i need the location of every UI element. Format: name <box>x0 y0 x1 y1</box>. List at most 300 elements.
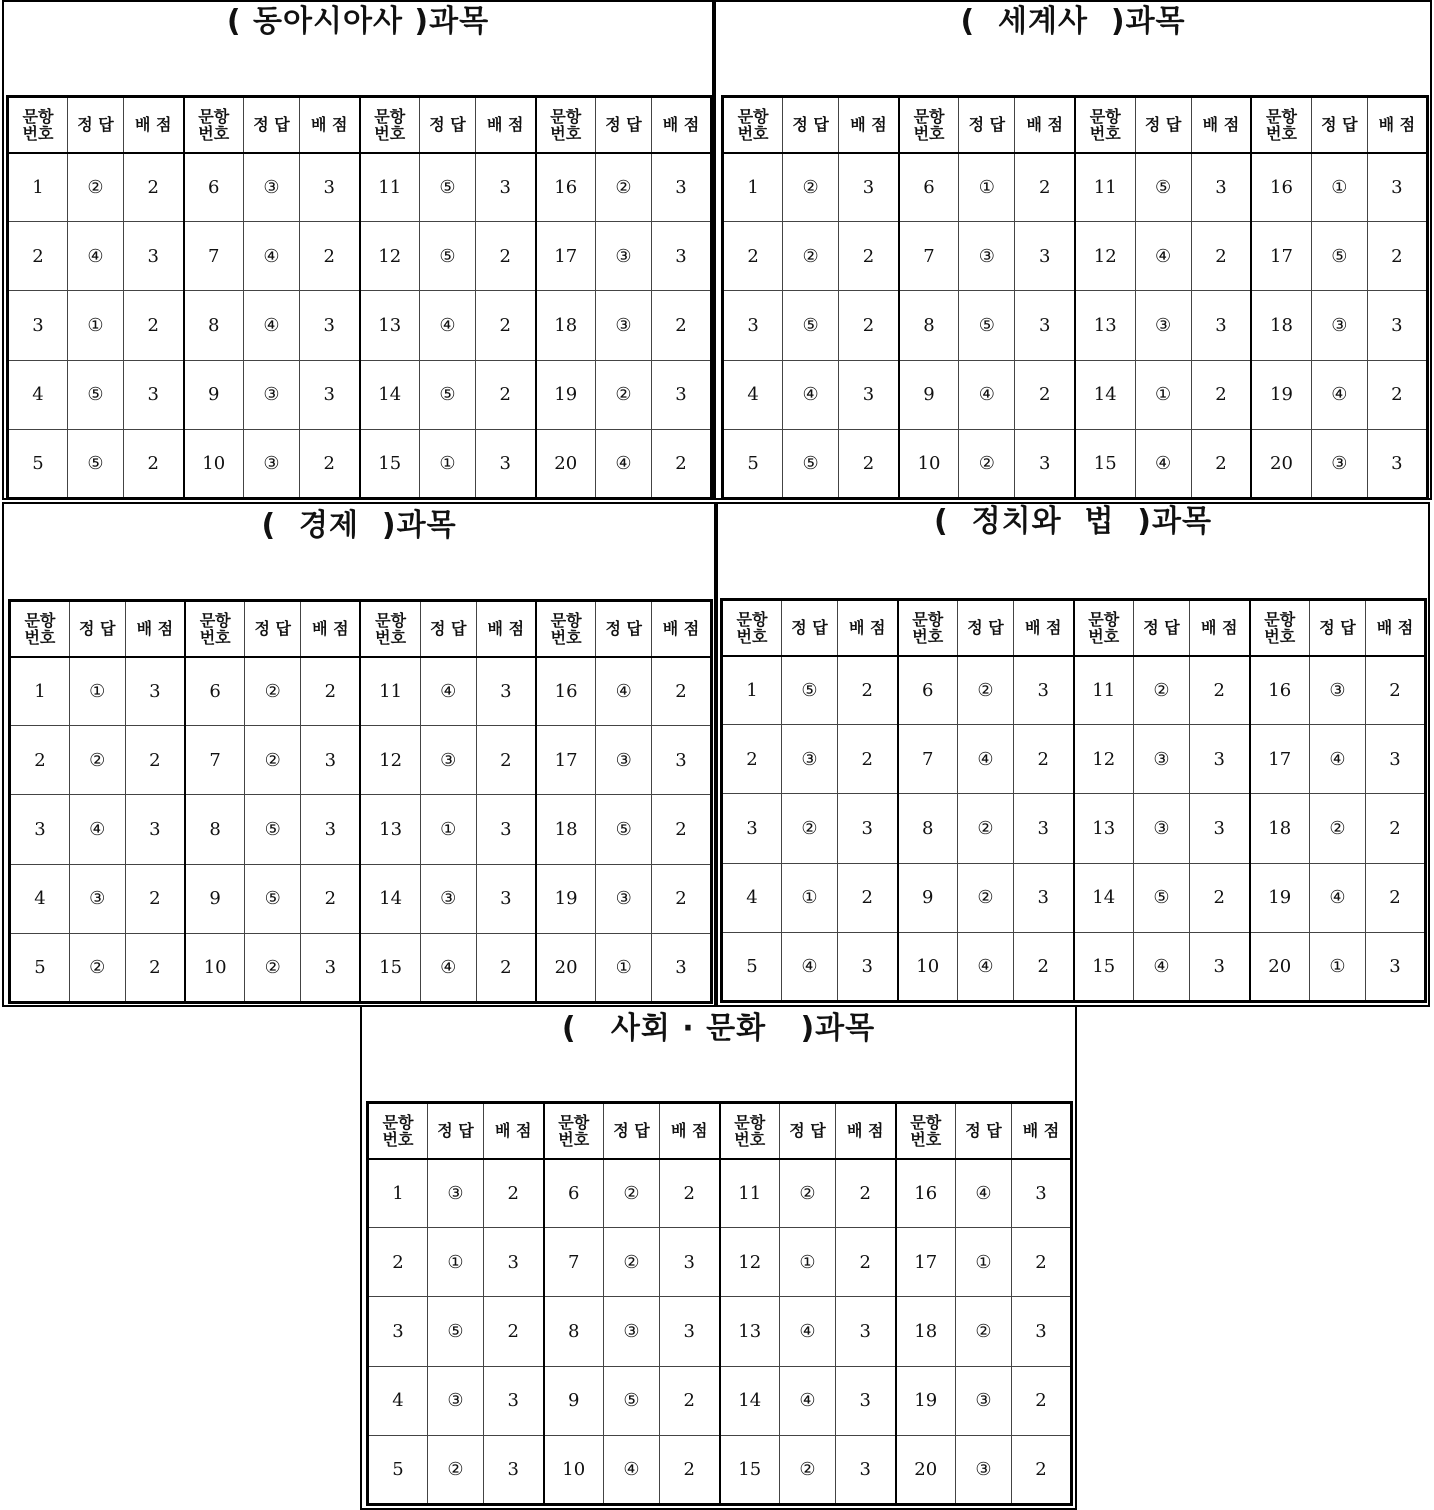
answer-cell: ① <box>782 863 838 932</box>
question-number: 12 <box>720 1228 780 1297</box>
score-cell: 2 <box>1366 794 1426 863</box>
table-row <box>723 153 1428 222</box>
header-score: 배 점 <box>125 601 185 657</box>
answer-cell: ⑤ <box>420 222 476 291</box>
answer-cell: ① <box>596 933 652 1002</box>
answer-table <box>366 1101 1073 1506</box>
answer-cell: ④ <box>958 932 1014 1001</box>
answer-cell: ③ <box>596 222 652 291</box>
table-header-row <box>8 97 712 153</box>
answer-cell: ④ <box>596 657 652 726</box>
score-cell: 3 <box>484 1228 544 1297</box>
score-cell: 2 <box>838 656 898 725</box>
table-row <box>10 726 712 795</box>
answer-cell: ③ <box>1134 794 1190 863</box>
question-number: 6 <box>185 657 245 726</box>
answer-cell: ② <box>783 222 839 291</box>
score-cell: 3 <box>652 222 712 291</box>
question-number: 4 <box>8 360 68 429</box>
question-number: 11 <box>1075 153 1135 222</box>
score-cell: 2 <box>1190 863 1250 932</box>
score-cell: 2 <box>838 725 898 794</box>
question-number: 3 <box>10 795 70 864</box>
header-answer: 정 답 <box>596 97 652 153</box>
question-number: 18 <box>1251 291 1311 360</box>
answer-cell: ① <box>1311 153 1367 222</box>
header-score: 배 점 <box>301 601 361 657</box>
header-answer: 정 답 <box>1310 600 1366 656</box>
answer-cell: ① <box>68 291 124 360</box>
score-cell: 3 <box>301 726 361 795</box>
question-number: 17 <box>1251 222 1311 291</box>
answer-cell: ⑤ <box>428 1297 484 1366</box>
score-cell: 3 <box>1014 794 1074 863</box>
answer-cell: ③ <box>596 291 652 360</box>
table-row <box>722 656 1426 725</box>
question-number: 5 <box>723 429 783 498</box>
question-number: 9 <box>185 864 245 933</box>
table-row <box>10 795 712 864</box>
question-number: 19 <box>1250 863 1310 932</box>
answer-cell: ② <box>596 153 652 222</box>
score-cell: 2 <box>1012 1228 1072 1297</box>
question-number: 4 <box>10 864 70 933</box>
header-answer: 정 답 <box>604 1103 660 1159</box>
question-number: 18 <box>536 795 596 864</box>
answer-cell: ① <box>1310 932 1366 1001</box>
question-number: 14 <box>360 864 420 933</box>
score-cell: 2 <box>652 657 712 726</box>
answer-cell: ④ <box>244 222 300 291</box>
answer-table <box>720 598 1427 1003</box>
answer-cell: ④ <box>420 657 476 726</box>
header-score: 배 점 <box>124 97 184 153</box>
score-cell: 2 <box>124 429 184 498</box>
score-cell: 2 <box>1014 725 1074 794</box>
score-cell: 3 <box>660 1297 720 1366</box>
score-cell: 3 <box>1015 291 1075 360</box>
score-cell: 3 <box>1191 291 1251 360</box>
score-cell: 3 <box>476 153 536 222</box>
score-cell: 2 <box>1366 656 1426 725</box>
question-number: 19 <box>896 1366 956 1435</box>
answer-cell: ⑤ <box>782 656 838 725</box>
answer-cell: ④ <box>1135 222 1191 291</box>
score-cell: 3 <box>1015 429 1075 498</box>
header-answer: 정 답 <box>783 97 839 153</box>
header-score: 배 점 <box>1014 600 1074 656</box>
question-number: 20 <box>1250 932 1310 1001</box>
subject-title: ( 사회 · 문화 )과목 <box>561 1011 876 1046</box>
table-row <box>8 222 712 291</box>
score-cell: 2 <box>476 933 536 1002</box>
header-answer: 정 답 <box>959 97 1015 153</box>
header-answer: 정 답 <box>428 1103 484 1159</box>
question-number: 10 <box>544 1435 604 1504</box>
score-cell: 2 <box>1190 656 1250 725</box>
question-number: 17 <box>536 222 596 291</box>
score-cell: 2 <box>476 291 536 360</box>
answer-cell: ⑤ <box>596 795 652 864</box>
question-number: 8 <box>184 291 244 360</box>
score-cell: 3 <box>476 795 536 864</box>
score-cell: 2 <box>125 726 185 795</box>
score-cell: 2 <box>301 864 361 933</box>
answer-cell: ④ <box>956 1159 1012 1228</box>
score-cell: 2 <box>839 222 899 291</box>
question-number: 17 <box>896 1228 956 1297</box>
score-cell: 3 <box>652 153 712 222</box>
header-answer: 정 답 <box>1135 97 1191 153</box>
score-cell: 2 <box>1366 863 1426 932</box>
question-number: 6 <box>544 1159 604 1228</box>
question-number: 16 <box>536 153 596 222</box>
header-question-number: 문항 번호 <box>360 97 420 153</box>
question-number: 2 <box>723 222 783 291</box>
header-score: 배 점 <box>1190 600 1250 656</box>
table-row <box>10 933 712 1002</box>
table-row <box>10 657 712 726</box>
answer-cell: ③ <box>244 153 300 222</box>
header-score: 배 점 <box>838 600 898 656</box>
header-question-number: 문항 번호 <box>185 601 245 657</box>
header-score: 배 점 <box>1366 600 1426 656</box>
score-cell: 3 <box>836 1297 896 1366</box>
answer-cell: ① <box>956 1228 1012 1297</box>
header-question-number: 문항 번호 <box>536 97 596 153</box>
question-number: 12 <box>360 222 420 291</box>
score-cell: 2 <box>660 1366 720 1435</box>
header-question-number: 문항 번호 <box>10 601 70 657</box>
score-cell: 3 <box>125 657 185 726</box>
score-cell: 2 <box>1191 429 1251 498</box>
score-cell: 2 <box>124 153 184 222</box>
header-score: 배 점 <box>300 97 360 153</box>
table-row <box>723 222 1428 291</box>
question-number: 18 <box>896 1297 956 1366</box>
answer-cell: ② <box>783 153 839 222</box>
answer-cell: ④ <box>1310 863 1366 932</box>
table-row <box>722 725 1426 794</box>
question-number: 11 <box>360 153 420 222</box>
score-cell: 3 <box>125 795 185 864</box>
panel-politics-and-law <box>716 502 1430 1007</box>
question-number: 2 <box>10 726 70 795</box>
score-cell: 3 <box>1367 429 1427 498</box>
score-cell: 2 <box>1014 932 1074 1001</box>
answer-cell: ④ <box>596 429 652 498</box>
score-cell: 3 <box>652 360 712 429</box>
answer-cell: ⑤ <box>959 291 1015 360</box>
score-cell: 3 <box>476 657 536 726</box>
score-cell: 2 <box>1191 222 1251 291</box>
answer-cell: ② <box>596 360 652 429</box>
score-cell: 2 <box>301 657 361 726</box>
answer-cell: ⑤ <box>604 1366 660 1435</box>
header-answer: 정 답 <box>244 97 300 153</box>
score-cell: 2 <box>1191 360 1251 429</box>
header-score: 배 점 <box>660 1103 720 1159</box>
score-cell: 2 <box>1367 360 1427 429</box>
question-number: 9 <box>184 360 244 429</box>
question-number: 8 <box>185 795 245 864</box>
answer-cell: ③ <box>956 1366 1012 1435</box>
question-number: 18 <box>536 291 596 360</box>
answer-cell: ③ <box>244 429 300 498</box>
answer-cell: ④ <box>420 933 476 1002</box>
score-cell: 2 <box>836 1228 896 1297</box>
answer-cell: ④ <box>783 360 839 429</box>
answer-cell: ② <box>69 726 125 795</box>
question-number: 16 <box>536 657 596 726</box>
question-number: 10 <box>184 429 244 498</box>
score-cell: 3 <box>838 794 898 863</box>
score-cell: 2 <box>839 429 899 498</box>
header-answer: 정 답 <box>956 1103 1012 1159</box>
panel-economics <box>2 502 716 1007</box>
question-number: 16 <box>1251 153 1311 222</box>
panel-world-history <box>714 0 1432 500</box>
answer-cell: ① <box>428 1228 484 1297</box>
answer-cell: ② <box>780 1159 836 1228</box>
answer-cell: ⑤ <box>68 360 124 429</box>
table-row <box>368 1297 1072 1366</box>
question-number: 5 <box>10 933 70 1002</box>
score-cell: 3 <box>1012 1159 1072 1228</box>
question-number: 12 <box>1074 725 1134 794</box>
answer-cell: ③ <box>1135 291 1191 360</box>
question-number: 20 <box>536 933 596 1002</box>
answer-cell: ④ <box>1310 725 1366 794</box>
score-cell: 2 <box>652 795 712 864</box>
answer-cell: ④ <box>1311 360 1367 429</box>
answer-cell: ⑤ <box>783 429 839 498</box>
table-header-row <box>10 601 712 657</box>
panel-society-and-culture <box>360 1005 1077 1510</box>
question-number: 6 <box>898 656 958 725</box>
score-cell: 3 <box>1190 794 1250 863</box>
score-cell: 3 <box>301 933 361 1002</box>
score-cell: 2 <box>838 863 898 932</box>
question-number: 12 <box>1075 222 1135 291</box>
score-cell: 3 <box>1190 725 1250 794</box>
header-score: 배 점 <box>836 1103 896 1159</box>
answer-cell: ① <box>420 429 476 498</box>
score-cell: 3 <box>1191 153 1251 222</box>
table-row <box>368 1366 1072 1435</box>
question-number: 5 <box>368 1435 428 1504</box>
answer-cell: ② <box>956 1297 1012 1366</box>
score-cell: 2 <box>660 1435 720 1504</box>
question-number: 15 <box>360 933 420 1002</box>
question-number: 9 <box>899 360 959 429</box>
answer-table <box>6 95 713 500</box>
question-number: 3 <box>722 794 782 863</box>
answer-cell: ③ <box>959 222 1015 291</box>
header-question-number: 문항 번호 <box>896 1103 956 1159</box>
question-number: 13 <box>720 1297 780 1366</box>
question-number: 11 <box>1074 656 1134 725</box>
question-number: 2 <box>722 725 782 794</box>
question-number: 18 <box>1250 794 1310 863</box>
question-number: 13 <box>1075 291 1135 360</box>
score-cell: 3 <box>1012 1297 1072 1366</box>
answer-cell: ⑤ <box>1311 222 1367 291</box>
answer-cell: ③ <box>428 1159 484 1228</box>
question-number: 12 <box>360 726 420 795</box>
question-number: 7 <box>544 1228 604 1297</box>
question-number: 16 <box>896 1159 956 1228</box>
score-cell: 2 <box>476 360 536 429</box>
header-question-number: 문항 번호 <box>722 600 782 656</box>
answer-cell: ③ <box>1311 429 1367 498</box>
score-cell: 2 <box>476 726 536 795</box>
score-cell: 2 <box>652 429 712 498</box>
answer-cell: ① <box>780 1228 836 1297</box>
question-number: 3 <box>723 291 783 360</box>
answer-cell: ⑤ <box>420 360 476 429</box>
score-cell: 3 <box>1367 153 1427 222</box>
score-cell: 2 <box>124 291 184 360</box>
header-score: 배 점 <box>476 97 536 153</box>
score-cell: 2 <box>484 1159 544 1228</box>
question-number: 8 <box>544 1297 604 1366</box>
header-score: 배 점 <box>1367 97 1427 153</box>
question-number: 4 <box>722 863 782 932</box>
answer-cell: ④ <box>244 291 300 360</box>
question-number: 6 <box>184 153 244 222</box>
question-number: 19 <box>536 360 596 429</box>
score-cell: 3 <box>1366 725 1426 794</box>
question-number: 14 <box>360 360 420 429</box>
question-number: 14 <box>720 1366 780 1435</box>
question-number: 13 <box>360 795 420 864</box>
score-cell: 3 <box>300 360 360 429</box>
table-row <box>722 863 1426 932</box>
table-header-row <box>722 600 1426 656</box>
header-score: 배 점 <box>839 97 899 153</box>
table-row <box>8 153 712 222</box>
score-cell: 2 <box>125 864 185 933</box>
header-question-number: 문항 번호 <box>899 97 959 153</box>
question-number: 10 <box>185 933 245 1002</box>
score-cell: 3 <box>838 932 898 1001</box>
header-question-number: 문항 번호 <box>368 1103 428 1159</box>
answer-cell: ② <box>245 657 301 726</box>
question-number: 14 <box>1075 360 1135 429</box>
header-question-number: 문항 번호 <box>544 1103 604 1159</box>
answer-cell: ③ <box>1311 291 1367 360</box>
score-cell: 2 <box>1012 1366 1072 1435</box>
answer-cell: ③ <box>956 1435 1012 1504</box>
subject-title: ( 경제 )과목 <box>261 508 457 543</box>
score-cell: 2 <box>1367 222 1427 291</box>
answer-cell: ④ <box>68 222 124 291</box>
question-number: 9 <box>544 1366 604 1435</box>
answer-cell: ⑤ <box>245 795 301 864</box>
question-number: 16 <box>1250 656 1310 725</box>
score-cell: 3 <box>301 795 361 864</box>
subject-title: ( 세계사 )과목 <box>960 4 1186 39</box>
score-cell: 3 <box>839 360 899 429</box>
score-cell: 3 <box>1014 863 1074 932</box>
score-cell: 3 <box>300 291 360 360</box>
header-answer: 정 답 <box>69 601 125 657</box>
score-cell: 3 <box>476 429 536 498</box>
header-answer: 정 답 <box>958 600 1014 656</box>
table-row <box>8 291 712 360</box>
question-number: 2 <box>368 1228 428 1297</box>
score-cell: 3 <box>124 360 184 429</box>
header-answer: 정 답 <box>782 600 838 656</box>
table-header-row <box>368 1103 1072 1159</box>
header-question-number: 문항 번호 <box>1250 600 1310 656</box>
header-answer: 정 답 <box>245 601 301 657</box>
question-number: 4 <box>723 360 783 429</box>
question-number: 11 <box>720 1159 780 1228</box>
table-row <box>368 1228 1072 1297</box>
question-number: 15 <box>1075 429 1135 498</box>
score-cell: 3 <box>484 1435 544 1504</box>
header-question-number: 문항 번호 <box>8 97 68 153</box>
question-number: 8 <box>899 291 959 360</box>
answer-cell: ④ <box>959 360 1015 429</box>
table-row <box>8 429 712 498</box>
answer-cell: ③ <box>420 864 476 933</box>
score-cell: 2 <box>660 1159 720 1228</box>
question-number: 8 <box>898 794 958 863</box>
answer-cell: ④ <box>780 1297 836 1366</box>
header-score: 배 점 <box>1012 1103 1072 1159</box>
answer-cell: ② <box>958 863 1014 932</box>
question-number: 4 <box>368 1366 428 1435</box>
score-cell: 2 <box>839 291 899 360</box>
question-number: 20 <box>1251 429 1311 498</box>
score-cell: 2 <box>1012 1435 1072 1504</box>
score-cell: 2 <box>836 1159 896 1228</box>
table-header-row <box>723 97 1428 153</box>
question-number: 6 <box>899 153 959 222</box>
score-cell: 3 <box>1015 222 1075 291</box>
answer-cell: ② <box>780 1435 836 1504</box>
score-cell: 3 <box>124 222 184 291</box>
score-cell: 3 <box>652 726 712 795</box>
answer-cell: ② <box>604 1159 660 1228</box>
header-question-number: 문항 번호 <box>1075 97 1135 153</box>
answer-cell: ⑤ <box>1134 863 1190 932</box>
header-answer: 정 답 <box>780 1103 836 1159</box>
header-answer: 정 답 <box>68 97 124 153</box>
score-cell: 2 <box>1015 153 1075 222</box>
table-row <box>722 932 1426 1001</box>
answer-cell: ③ <box>596 726 652 795</box>
question-number: 15 <box>360 429 420 498</box>
header-answer: 정 답 <box>596 601 652 657</box>
answer-cell: ② <box>959 429 1015 498</box>
answer-cell: ⑤ <box>68 429 124 498</box>
table-row <box>10 864 712 933</box>
table-row <box>8 360 712 429</box>
answer-cell: ④ <box>780 1366 836 1435</box>
answer-cell: ⑤ <box>1135 153 1191 222</box>
header-question-number: 문항 번호 <box>898 600 958 656</box>
question-number: 13 <box>1074 794 1134 863</box>
answer-cell: ② <box>245 726 301 795</box>
score-cell: 3 <box>836 1435 896 1504</box>
score-cell: 2 <box>300 429 360 498</box>
score-cell: 2 <box>300 222 360 291</box>
answer-cell: ⑤ <box>245 864 301 933</box>
